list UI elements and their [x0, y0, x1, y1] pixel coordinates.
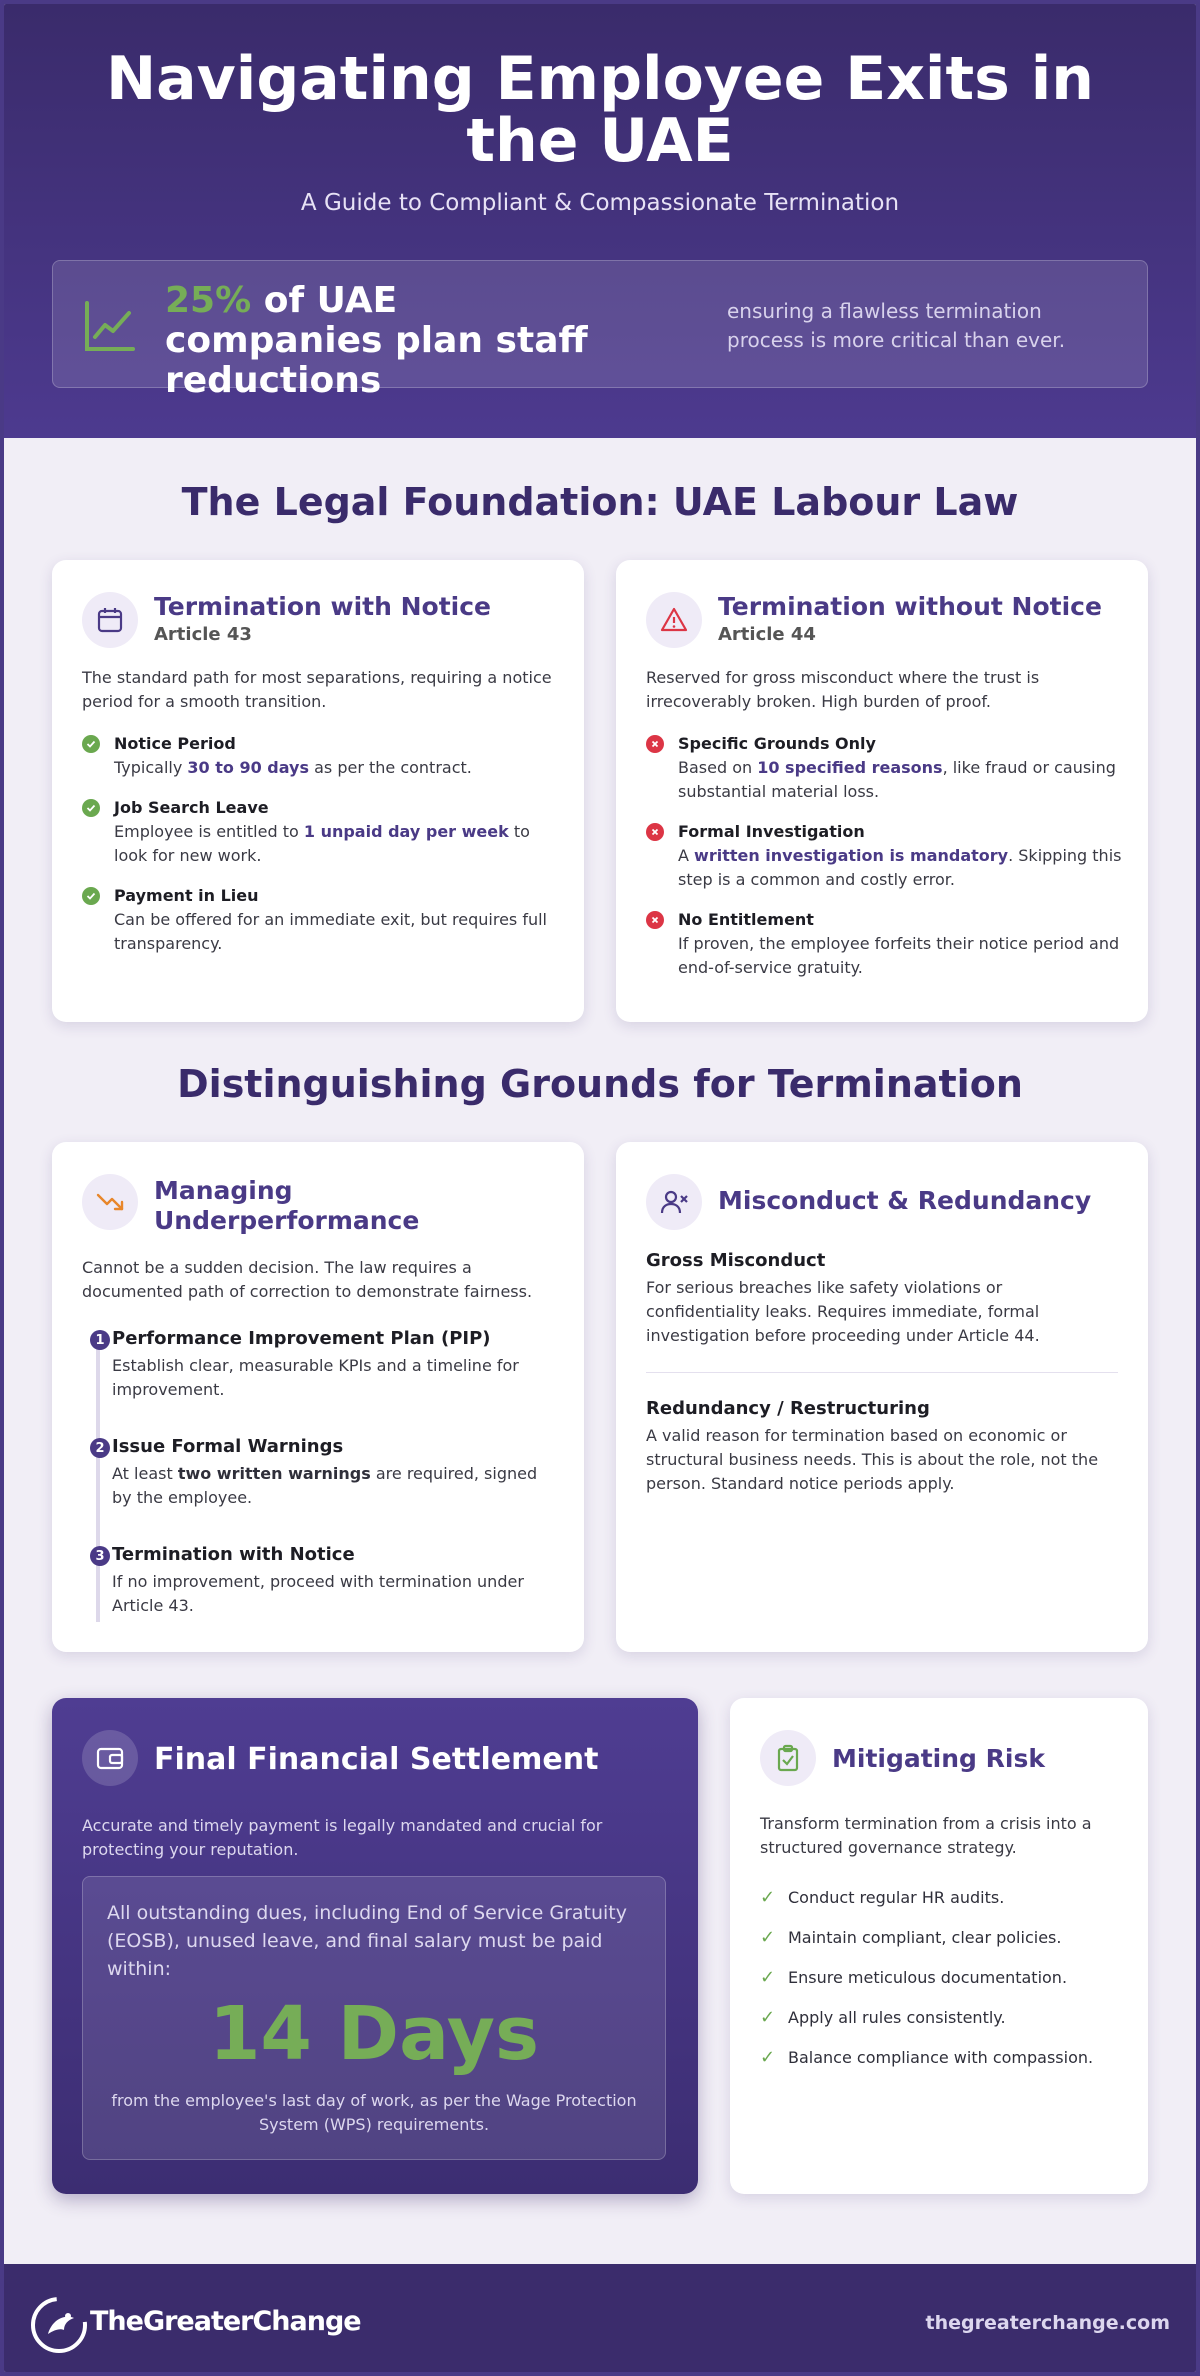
- step-number: 3: [90, 1546, 110, 1566]
- step-item: [95, 1542, 560, 1618]
- list-item: [646, 908, 1124, 980]
- step-number: 2: [90, 1438, 110, 1458]
- card-description: Reserved for gross misconduct where the trust is irrecoverably broken. High burden of proof.: [646, 668, 1040, 711]
- card-mitigating-risk: [730, 1698, 1148, 2194]
- card-title: Termination with Notice: [154, 592, 492, 621]
- financial-description: Accurate and timely payment is legally mandated and crucial for protecting your reputation.: [82, 1816, 603, 1859]
- redundancy-text: A valid reason for termination based on economic or structural business needs. This is about the role, not the person. Standard notice periods apply.: [646, 1426, 1099, 1493]
- card-title: Misconduct & Redundancy: [718, 1186, 1092, 1215]
- divider: [646, 1372, 1118, 1373]
- calendar-icon: [82, 592, 138, 648]
- card-description: Cannot be a sudden decision. The law requires a documented path of correction to demonstrate fairness.: [82, 1258, 533, 1301]
- stat-callout: [52, 260, 1148, 401]
- list-item: [646, 820, 1124, 892]
- card-with-notice: [52, 560, 584, 1022]
- step-title: Performance Improvement Plan (PIP): [112, 1328, 491, 1349]
- item-title: Formal Investigation: [678, 822, 865, 841]
- warning-triangle-icon: [646, 592, 702, 648]
- stat-side-text: ensuring a flawless termination process is more critical than ever.: [727, 299, 1066, 352]
- clipboard-check-icon: [760, 1730, 816, 1786]
- item-text: Can be offered for an immediate exit, but requires full transparency.: [114, 910, 547, 953]
- chart-line-icon: [83, 299, 137, 353]
- check-icon: ✓: [760, 1967, 776, 1988]
- check-circle-icon: [82, 799, 100, 817]
- legal-section-title: The Legal Foundation: UAE Labour Law: [181, 480, 1019, 524]
- step-title: Termination with Notice: [112, 1544, 355, 1565]
- item-text: If proven, the employee forfeits their notice period and end-of-service gratuity.: [678, 934, 1120, 977]
- check-circle-icon: [82, 735, 100, 753]
- financial-dues-text: All outstanding dues, including End of Service Gratuity (EOSB), unused leave, and final salary must be paid within:: [107, 1902, 627, 1980]
- item-title: Notice Period: [114, 734, 236, 753]
- list-item: [82, 884, 560, 956]
- step-text: At least two written warnings are required, signed by the employee.: [112, 1464, 538, 1507]
- user-x-icon: [646, 1174, 702, 1230]
- card-underperformance: [52, 1142, 584, 1652]
- check-icon: ✓: [760, 1887, 776, 1908]
- card-title: Mitigating Risk: [832, 1744, 1045, 1773]
- item-text: Employee is entitled to 1 unpaid day per week to look for new work.: [114, 822, 530, 865]
- financial-deadline-box: [82, 1876, 666, 2160]
- page-subtitle: A Guide to Compliant & Compassionate Termination: [300, 190, 900, 216]
- financial-title: Final Financial Settlement: [154, 1742, 599, 1777]
- list-item: ✓ Maintain compliant, clear policies.: [760, 1918, 1124, 1958]
- financial-note: from the employee's last day of work, as per the Wage Protection System (WPS) requirements.: [111, 2091, 637, 2134]
- list-item: ✓ Conduct regular HR audits.: [760, 1878, 1124, 1918]
- grounds-section-title: Distinguishing Grounds for Termination: [177, 1062, 1023, 1106]
- step-item: [95, 1434, 560, 1510]
- step-number: 1: [90, 1330, 110, 1350]
- list-item: [646, 732, 1124, 804]
- header: [4, 4, 1196, 438]
- card-misconduct: [616, 1142, 1148, 1652]
- gross-misconduct-text: For serious breaches like safety violations or confidentiality leaks. Requires immediate, formal investigation before proceeding under Article 44.: [646, 1278, 1040, 1345]
- risk-checklist: [760, 1878, 1124, 2078]
- item-text: A written investigation is mandatory. Skipping this step is a common and costly error.: [678, 846, 1122, 889]
- payment-deadline: 14 Days: [208, 1991, 540, 2077]
- list-item: [82, 732, 560, 780]
- wallet-icon: [82, 1730, 138, 1786]
- trending-down-icon: [82, 1174, 138, 1230]
- footer: [4, 2264, 1196, 2376]
- step-item: [95, 1326, 560, 1402]
- article-label: Article 43: [154, 624, 252, 645]
- check-icon: ✓: [760, 2007, 776, 2028]
- step-text: Establish clear, measurable KPIs and a timeline for improvement.: [112, 1356, 519, 1399]
- timeline-line: [96, 1332, 100, 1622]
- card-without-notice: [616, 560, 1148, 1022]
- item-title: Specific Grounds Only: [678, 734, 876, 753]
- stat-percent: 25%: [165, 280, 252, 321]
- card-title: Managing Underperformance: [154, 1176, 420, 1235]
- item-title: No Entitlement: [678, 910, 814, 929]
- item-title: Payment in Lieu: [114, 886, 259, 905]
- brand-name: TheGreaterChange: [90, 2306, 361, 2337]
- check-icon: ✓: [760, 2047, 776, 2068]
- x-circle-icon: [646, 823, 664, 841]
- x-circle-icon: [646, 911, 664, 929]
- list-item: ✓ Ensure meticulous documentation.: [760, 1958, 1124, 1998]
- article-label: Article 44: [718, 624, 816, 645]
- list-item: ✓ Apply all rules consistently.: [760, 1998, 1124, 2038]
- step-title: Issue Formal Warnings: [112, 1436, 344, 1457]
- list-item: ✓ Balance compliance with compassion.: [760, 2038, 1124, 2078]
- card-title: Termination without Notice: [718, 592, 1102, 621]
- step-text: If no improvement, proceed with termination under Article 43.: [112, 1572, 524, 1615]
- financial-settlement-card: [52, 1698, 698, 2194]
- check-icon: ✓: [760, 1927, 776, 1948]
- card-description: Transform termination from a crisis into a structured governance strategy.: [760, 1814, 1092, 1857]
- check-circle-icon: [82, 887, 100, 905]
- list-item: [82, 796, 560, 868]
- gross-misconduct-title: Gross Misconduct: [646, 1250, 826, 1271]
- redundancy-title: Redundancy / Restructuring: [646, 1398, 930, 1419]
- item-text: Based on 10 specified reasons, like fraud or causing substantial material loss.: [678, 758, 1116, 801]
- brand-logo-icon: [30, 2296, 88, 2354]
- website-link[interactable]: thegreaterchange.com: [925, 2312, 1170, 2334]
- x-circle-icon: [646, 735, 664, 753]
- item-title: Job Search Leave: [114, 798, 269, 817]
- stat-text: of UAE companies plan staff reductions: [165, 280, 588, 401]
- stat-headline: [165, 281, 625, 401]
- page-title: Navigating Employee Exits in the UAE: [105, 44, 1095, 176]
- item-text: Typically 30 to 90 days as per the contract.: [114, 758, 472, 777]
- card-description: The standard path for most separations, requiring a notice period for a smooth transition.: [82, 668, 552, 711]
